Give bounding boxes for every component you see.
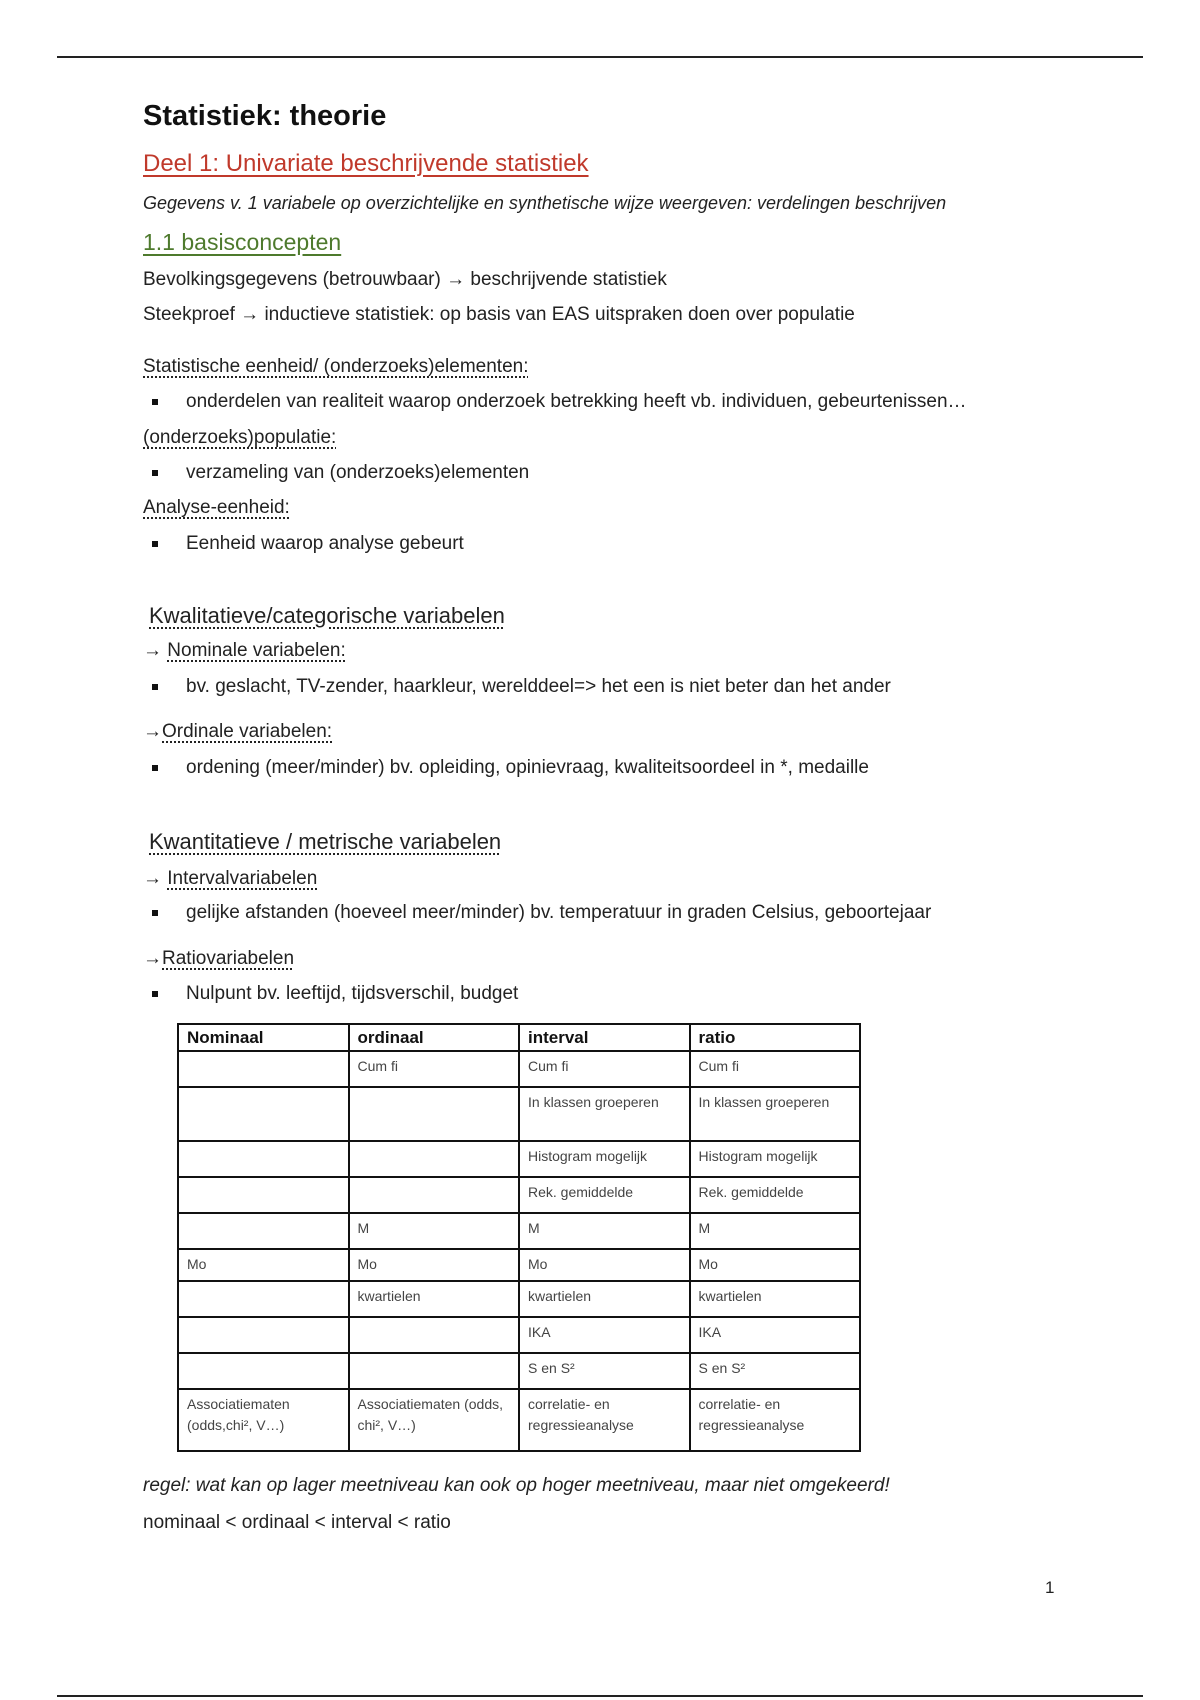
definition-bullet: onderdelen van realiteit waarop onderzoek betrekking heeft vb. individuen, gebeurtenissen… bbox=[186, 391, 967, 412]
table-cell: Associatiematen (odds, chi², V…) bbox=[349, 1389, 520, 1451]
nominal-label: Nominale variabelen: bbox=[167, 640, 346, 661]
ratio-label: Ratiovariabelen bbox=[162, 948, 295, 969]
table-row bbox=[178, 1389, 860, 1451]
table-cell bbox=[349, 1177, 520, 1213]
quantitative-heading: Kwantitatieve / metrische variabelen bbox=[149, 829, 502, 854]
table-cell bbox=[349, 1353, 520, 1389]
table-cell bbox=[178, 1141, 349, 1177]
table-row bbox=[178, 1281, 860, 1317]
table-cell bbox=[178, 1353, 349, 1389]
table-cell: S en S² bbox=[690, 1353, 861, 1389]
table-cell: kwartielen bbox=[349, 1281, 520, 1317]
interval-label-line bbox=[143, 868, 317, 890]
table-cell: IKA bbox=[519, 1317, 690, 1353]
qualitative-heading: Kwalitatieve/categorische variabelen bbox=[149, 603, 505, 628]
arrow-icon: → bbox=[143, 868, 162, 889]
table-row bbox=[178, 1213, 860, 1249]
ordinal-label: Ordinale variabelen: bbox=[162, 721, 333, 742]
table-cell bbox=[349, 1141, 520, 1177]
population-data-line: Bevolkingsgegevens (betrouwbaar) → beschrijvende statistiek bbox=[143, 269, 667, 290]
ordinal-label-line bbox=[143, 721, 332, 743]
part-heading: Deel 1: Univariate beschrijvende statistiek bbox=[143, 150, 589, 177]
column-header: ratio bbox=[690, 1024, 861, 1051]
table-cell bbox=[349, 1317, 520, 1353]
table-cell: In klassen groeperen bbox=[690, 1087, 861, 1141]
bullet-icon bbox=[152, 991, 158, 997]
definition-term: Statistische eenheid/ (onderzoeks)elementen: bbox=[143, 356, 529, 377]
table-cell: kwartielen bbox=[690, 1281, 861, 1317]
definition-term: Analyse-eenheid: bbox=[143, 497, 290, 518]
table-header-row bbox=[178, 1024, 860, 1051]
table-cell: In klassen groeperen bbox=[519, 1087, 690, 1141]
measurement-level-table bbox=[177, 1023, 861, 1452]
interval-bullet: gelijke afstanden (hoeveel meer/minder) bv. temperatuur in graden Celsius, geboortejaar bbox=[186, 902, 932, 923]
table-cell bbox=[178, 1087, 349, 1141]
definition-bullet: Eenheid waarop analyse gebeurt bbox=[186, 533, 464, 554]
table-cell: Mo bbox=[178, 1249, 349, 1281]
table-row bbox=[178, 1317, 860, 1353]
interval-label: Intervalvariabelen bbox=[167, 868, 318, 889]
part-intro: Gegevens v. 1 variabele op overzichtelijke en synthetische wijze weergeven: verdelingen beschrijven bbox=[143, 193, 947, 213]
column-header: interval bbox=[519, 1024, 690, 1051]
table-cell: Rek. gemiddelde bbox=[690, 1177, 861, 1213]
table-cell: IKA bbox=[690, 1317, 861, 1353]
table-row bbox=[178, 1353, 860, 1389]
page-number: 1 bbox=[1045, 1578, 1055, 1597]
table-row bbox=[178, 1141, 860, 1177]
table-cell bbox=[178, 1281, 349, 1317]
table-cell: Cum fi bbox=[519, 1051, 690, 1087]
rule-note: regel: wat kan op lager meetniveau kan ook op hoger meetniveau, maar niet omgekeerd! bbox=[143, 1475, 890, 1496]
table-row bbox=[178, 1177, 860, 1213]
table-cell: Cum fi bbox=[349, 1051, 520, 1087]
ratio-label-line bbox=[143, 948, 294, 970]
table-cell: Rek. gemiddelde bbox=[519, 1177, 690, 1213]
sample-line: Steekproef → inductieve statistiek: op basis van EAS uitspraken doen over populatie bbox=[143, 304, 855, 325]
table bbox=[177, 1023, 861, 1452]
table-cell bbox=[349, 1087, 520, 1141]
table-row bbox=[178, 1051, 860, 1087]
column-header: Nominaal bbox=[178, 1024, 349, 1051]
table-cell bbox=[178, 1213, 349, 1249]
table-cell: Mo bbox=[349, 1249, 520, 1281]
column-header: ordinaal bbox=[349, 1024, 520, 1051]
bullet-icon bbox=[152, 684, 158, 690]
ratio-bullet: Nulpunt bv. leeftijd, tijdsverschil, budget bbox=[186, 983, 519, 1004]
table-cell: Histogram mogelijk bbox=[690, 1141, 861, 1177]
table-cell: Mo bbox=[690, 1249, 861, 1281]
table-cell: Histogram mogelijk bbox=[519, 1141, 690, 1177]
table-cell: M bbox=[349, 1213, 520, 1249]
table-cell: Cum fi bbox=[690, 1051, 861, 1087]
ordinal-bullet: ordening (meer/minder) bv. opleiding, opinievraag, kwaliteitsoordeel in *, medaille bbox=[186, 757, 869, 778]
measurement-order: nominaal < ordinaal < interval < ratio bbox=[143, 1512, 451, 1533]
footer-rule bbox=[57, 1695, 1143, 1697]
page-title: Statistiek: theorie bbox=[143, 100, 387, 132]
bullet-icon bbox=[152, 765, 158, 771]
bullet-icon bbox=[152, 470, 158, 476]
table-cell: correlatie- en regressieanalyse bbox=[519, 1389, 690, 1451]
bullet-icon bbox=[152, 541, 158, 547]
table-row bbox=[178, 1087, 860, 1141]
arrow-icon: → bbox=[143, 640, 162, 661]
table-body bbox=[178, 1051, 860, 1451]
bullet-icon bbox=[152, 399, 158, 405]
table-cell bbox=[178, 1051, 349, 1087]
table-cell: correlatie- en regressieanalyse bbox=[690, 1389, 861, 1451]
definition-term: (onderzoeks)populatie: bbox=[143, 427, 337, 448]
bullet-icon bbox=[152, 910, 158, 916]
arrow-icon: → bbox=[143, 948, 162, 969]
table-cell: Associatiematen (odds,chi², V…) bbox=[178, 1389, 349, 1451]
definition-bullet: verzameling van (onderzoeks)elementen bbox=[186, 462, 530, 483]
table-row bbox=[178, 1249, 860, 1281]
nominal-bullet: bv. geslacht, TV-zender, haarkleur, werelddeel=> het een is niet beter dan het ander bbox=[186, 676, 891, 697]
table-cell: kwartielen bbox=[519, 1281, 690, 1317]
table-cell: S en S² bbox=[519, 1353, 690, 1389]
header-rule bbox=[57, 56, 1143, 58]
arrow-icon: → bbox=[143, 721, 162, 742]
section-heading: 1.1 basisconcepten bbox=[143, 229, 342, 255]
nominal-label-line bbox=[143, 640, 346, 662]
table-cell: M bbox=[690, 1213, 861, 1249]
table-cell bbox=[178, 1317, 349, 1353]
table-cell: M bbox=[519, 1213, 690, 1249]
table-cell: Mo bbox=[519, 1249, 690, 1281]
table-cell bbox=[178, 1177, 349, 1213]
